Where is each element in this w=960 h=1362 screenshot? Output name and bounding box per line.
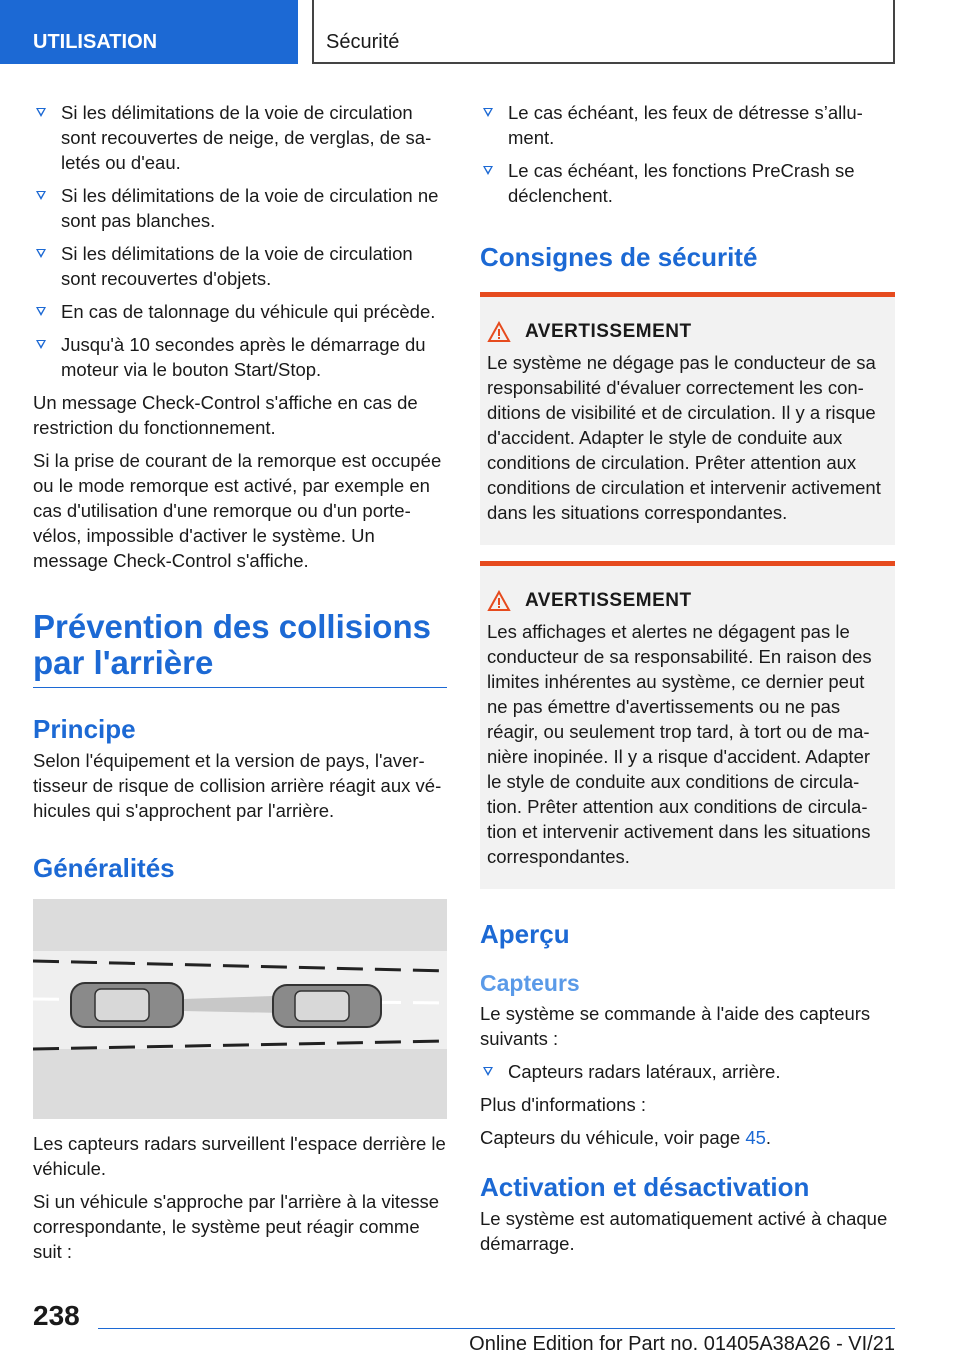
section-title: Prévention des collisions par l'arrière (33, 609, 447, 688)
sensors-list (480, 1059, 895, 1084)
bullet-triangle-icon (36, 108, 46, 117)
list-item: Si les délimitations de la voie de circulation sont recouvertes d'objets. (33, 241, 447, 291)
heading-generalites: Généralités (33, 853, 175, 883)
footer-divider (98, 1328, 895, 1329)
reaction-paragraph: Si un véhicule s'approche par l'arrière à la vitesse correspondante, le système peut réagir comme suit : (33, 1191, 440, 1262)
right-column (480, 100, 895, 1264)
list-item: En cas de talonnage du véhicule qui précède. (33, 299, 447, 324)
warning-title: AVERTISSEMENT (525, 590, 692, 611)
bullet-triangle-icon (36, 191, 46, 200)
bullet-triangle-icon (36, 340, 46, 349)
warning-text: Les affichages et alertes ne dégagent pas le conducteur de sa responsabilité. En raison des limites inhérentes au système, ce dernier peut ne pas émettre d'avertissements ou ne pas réagir, ou seulement trop tard, à tort ou de manière inopinée. Il y a risque d'accident. Adapter le style de conduite aux conditions de circulation. Prêter attention aux conditions de circulation et intervenir activement dans les situations correspondantes. (487, 621, 872, 867)
limitations-list (33, 100, 447, 382)
reactions-list (480, 100, 895, 208)
capteurs-paragraph: Le système se commande à l'aide des capteurs suivants : (480, 1003, 871, 1049)
cross-reference: Capteurs du véhicule, voir page 45. (480, 1127, 772, 1148)
principe-paragraph: Selon l'équipement et la version de pays, l'avertisseur de risque de collision arrière réagit aux véhicules qui s'approchent par l'arrière. (33, 750, 442, 821)
bullet-triangle-icon (36, 249, 46, 258)
warning-box (480, 561, 895, 889)
trailer-paragraph: Si la prise de courant de la remorque est occupée ou le mode remorque est activé, par exemple en cas d'utilisation d'une remorque ou d'un porte-vélos, impossible d'activer le système. Un message Check-Control s'affiche. (33, 450, 442, 571)
heading-apercu: Aperçu (480, 919, 570, 949)
bullet-triangle-icon (483, 1067, 493, 1076)
list-item: Si les délimitations de la voie de circulation sont recouvertes de neige, de verglas, de saletés ou d'eau. (33, 100, 447, 175)
more-info-label: Plus d'informations : (480, 1094, 646, 1115)
rear-collision-illustration (33, 899, 447, 1119)
heading-principe: Principe (33, 714, 136, 744)
warning-text: Le système ne dégage pas le conducteur de sa responsabilité d'évaluer correctement les conditions de visibilité et de circulation. Il y a risque d'accident. Adapter le style de conduite aux conditions de circulation. Prêter attention aux conditions de circulation et intervenir activement dans les situations correspondantes. (487, 352, 881, 523)
page-link[interactable]: 45 (745, 1127, 766, 1148)
warning-triangle-icon (487, 321, 511, 343)
page-number: 238 (33, 1300, 80, 1331)
bullet-triangle-icon (483, 108, 493, 117)
list-item: Si les délimitations de la voie de circulation ne sont pas blanches. (33, 183, 447, 233)
activation-paragraph: Le système est automatiquement activé à chaque démarrage. (480, 1208, 888, 1254)
list-item: Le cas échéant, les feux de détresse s’allument. (480, 100, 895, 150)
check-control-paragraph: Un message Check-Control s'affiche en cas de restriction du fonctionnement. (33, 392, 418, 438)
warning-title: AVERTISSEMENT (525, 321, 692, 342)
radar-surveillance-paragraph: Les capteurs radars surveillent l'espace derrière le véhicule. (33, 1133, 446, 1179)
list-item: Capteurs radars latéraux, arrière. (480, 1059, 895, 1084)
list-item: Le cas échéant, les fonctions PreCrash se déclenchent. (480, 158, 895, 208)
edition-footer: Online Edition for Part no. 01405A38A26 - VI/21 (469, 1333, 895, 1355)
warning-triangle-icon (487, 590, 511, 612)
warning-box (480, 292, 895, 545)
heading-consignes: Consignes de sécurité (480, 242, 758, 272)
heading-capteurs: Capteurs (480, 970, 580, 996)
heading-activation: Activation et désactivation (480, 1172, 810, 1202)
header-topic-label: Sécurité (312, 0, 895, 64)
bullet-triangle-icon (36, 307, 46, 316)
list-item: Jusqu'à 10 secondes après le démarrage du moteur via le bouton Start/Stop. (33, 332, 447, 382)
header-section-label: UTILISATION (0, 0, 298, 64)
bullet-triangle-icon (483, 166, 493, 175)
left-column (33, 100, 447, 1272)
